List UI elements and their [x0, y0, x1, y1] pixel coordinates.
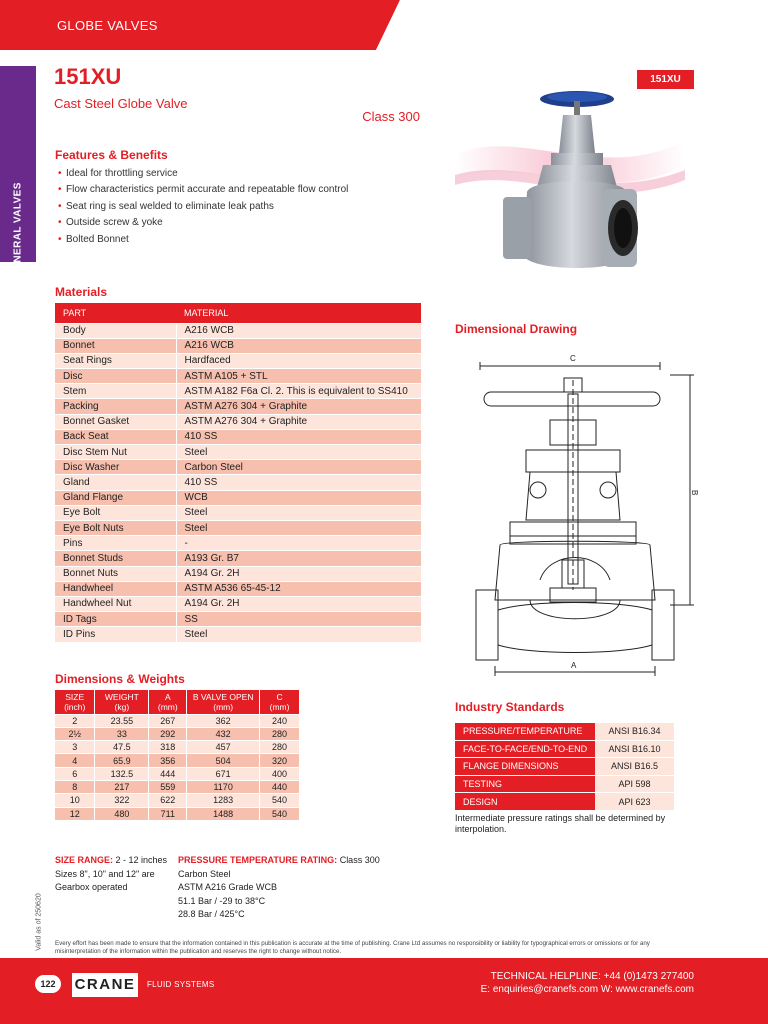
- crane-logo: CRANE: [72, 973, 138, 997]
- category-label: GENERAL VALVES: [12, 182, 24, 278]
- product-code-badge: 151XU: [637, 70, 694, 89]
- table-header-row: [55, 690, 300, 714]
- dimension-cell: 457: [187, 741, 260, 754]
- table-row: [55, 596, 421, 611]
- dimension-cell: 3: [55, 741, 95, 754]
- table-row: [55, 754, 300, 767]
- pressure-line: Carbon Steel: [178, 868, 231, 879]
- material-cell: -: [176, 536, 421, 551]
- valve-product-image: [455, 85, 685, 285]
- table-row: [55, 566, 421, 581]
- dimension-cell: 280: [260, 741, 300, 754]
- material-cell: A194 Gr. 2H: [176, 566, 421, 581]
- dimension-cell: 504: [187, 754, 260, 767]
- dimension-cell: 65.9: [95, 754, 149, 767]
- material-cell: Steel: [176, 505, 421, 520]
- table-row: [55, 338, 421, 353]
- division-name: FLUID SYSTEMS: [147, 980, 215, 989]
- column-header: PART: [55, 303, 176, 323]
- dimension-cell: 2: [55, 714, 95, 727]
- part-cell: Eye Bolt Nuts: [55, 520, 176, 535]
- feature-item: • Bolted Bonnet: [58, 232, 348, 248]
- dimension-cell: 217: [95, 780, 149, 793]
- table-row: [55, 505, 421, 520]
- material-cell: A216 WCB: [176, 323, 421, 338]
- dimension-cell: 12: [55, 807, 95, 820]
- dimension-cell: 23.55: [95, 714, 149, 727]
- part-cell: Gland: [55, 475, 176, 490]
- size-range-block: [55, 854, 167, 895]
- material-cell: ASTM A536 65-45-12: [176, 581, 421, 596]
- material-cell: Carbon Steel: [176, 460, 421, 475]
- standards-note: Intermediate pressure ratings shall be determined by interpolation.: [455, 813, 666, 834]
- dimension-cell: 8: [55, 780, 95, 793]
- column-header: MATERIAL: [176, 303, 421, 323]
- material-cell: A194 Gr. 2H: [176, 596, 421, 611]
- features-list: [58, 166, 348, 248]
- table-row: [55, 714, 300, 727]
- dimension-cell: 318: [149, 741, 187, 754]
- feature-item: • Ideal for throttling service: [58, 166, 348, 182]
- standard-value: API 623: [595, 793, 674, 811]
- part-cell: Handwheel: [55, 581, 176, 596]
- disclaimer: Every effort has been made to ensure that the information contained in this publication is accurate at the time of publishing. Crane Ltd assumes no responsibility or liability for typographical errors or omissions or for any misinterpretation of the information within the publication and reserves the right to change without notice.: [55, 940, 650, 955]
- standard-value: ANSI B16.10: [595, 740, 674, 758]
- standard-label: FLANGE DIMENSIONS: [455, 758, 595, 776]
- material-cell: ASTM A276 304 + Graphite: [176, 414, 421, 429]
- pressure-rating-value: Class 300: [337, 855, 380, 865]
- standards-table: [455, 722, 674, 810]
- pressure-rating-label: PRESSURE TEMPERATURE RATING:: [178, 855, 338, 865]
- material-cell: A216 WCB: [176, 338, 421, 353]
- table-row: [55, 727, 300, 740]
- part-cell: Eye Bolt: [55, 505, 176, 520]
- standards-heading: Industry Standards: [455, 700, 565, 714]
- table-row: [55, 581, 421, 596]
- column-header: B VALVE OPEN (mm): [187, 690, 260, 714]
- feature-item: • Flow characteristics permit accurate and repeatable flow control: [58, 182, 348, 198]
- dimension-cell: 132.5: [95, 767, 149, 780]
- size-range-value: 2 - 12 inches: [113, 855, 168, 865]
- part-cell: Disc: [55, 369, 176, 384]
- dimension-cell: 362: [187, 714, 260, 727]
- dimension-label-c: C: [570, 354, 576, 363]
- dimensions-table: [55, 690, 300, 820]
- part-cell: ID Pins: [55, 627, 176, 642]
- material-cell: ASTM A182 F6a Cl. 2. This is equivalent to SS410: [176, 384, 421, 399]
- dimension-cell: 292: [149, 727, 187, 740]
- pressure-line: 28.8 Bar / 425°C: [178, 909, 245, 919]
- material-cell: WCB: [176, 490, 421, 505]
- size-range-line: Gearbox operated: [55, 882, 128, 892]
- part-cell: Gland Flange: [55, 490, 176, 505]
- standard-label: DESIGN: [455, 793, 595, 811]
- dimension-cell: 240: [260, 714, 300, 727]
- dimensional-drawing: [470, 350, 700, 680]
- material-cell: ASTM A105 + STL: [176, 369, 421, 384]
- bullet-icon: •: [58, 184, 62, 196]
- dimension-cell: 47.5: [95, 741, 149, 754]
- part-cell: Stem: [55, 384, 176, 399]
- dimension-cell: 4: [55, 754, 95, 767]
- table-row: [55, 807, 300, 820]
- table-row: [55, 741, 300, 754]
- feature-item: • Seat ring is seal welded to eliminate leak paths: [58, 199, 348, 215]
- table-row: [455, 723, 674, 741]
- features-heading: Features & Benefits: [55, 148, 168, 162]
- dimension-cell: 711: [149, 807, 187, 820]
- material-cell: ASTM A276 304 + Graphite: [176, 399, 421, 414]
- product-code: 151XU: [54, 64, 122, 89]
- bullet-icon: •: [58, 233, 62, 245]
- column-header: WEIGHT (kg): [95, 690, 149, 714]
- column-header: A (mm): [149, 690, 187, 714]
- table-row: [55, 627, 421, 642]
- standard-value: ANSI B16.5: [595, 758, 674, 776]
- materials-heading: Materials: [55, 285, 108, 299]
- standard-label: TESTING: [455, 775, 595, 793]
- table-row: [55, 369, 421, 384]
- page-number: 122: [35, 975, 61, 993]
- dimension-cell: 540: [260, 807, 300, 820]
- dimension-cell: 267: [149, 714, 187, 727]
- material-cell: A193 Gr. B7: [176, 551, 421, 566]
- table-row: [55, 612, 421, 627]
- part-cell: Disc Washer: [55, 460, 176, 475]
- material-cell: Steel: [176, 627, 421, 642]
- dimensions-heading: Dimensions & Weights: [55, 672, 185, 686]
- material-cell: 410 SS: [176, 475, 421, 490]
- materials-table: [55, 303, 421, 642]
- part-cell: Bonnet Nuts: [55, 566, 176, 581]
- bullet-icon: •: [58, 168, 62, 179]
- dimension-cell: 1283: [187, 794, 260, 807]
- standard-value: ANSI B16.34: [595, 723, 674, 741]
- feature-item: • Outside screw & yoke: [58, 215, 348, 231]
- table-row: [55, 794, 300, 807]
- dimension-cell: 622: [149, 794, 187, 807]
- table-row: [55, 475, 421, 490]
- drawing-heading: Dimensional Drawing: [455, 322, 578, 336]
- table-row: [455, 775, 674, 793]
- dimension-cell: 280: [260, 727, 300, 740]
- part-cell: Body: [55, 323, 176, 338]
- product-class: Class 300: [362, 109, 420, 124]
- technical-helpline: TECHNICAL HELPLINE: +44 (0)1473 277400: [490, 971, 694, 982]
- part-cell: Bonnet Gasket: [55, 414, 176, 429]
- dimension-cell: 444: [149, 767, 187, 780]
- part-cell: Disc Stem Nut: [55, 445, 176, 460]
- product-subtitle: Cast Steel Globe Valve: [54, 96, 188, 111]
- pressure-line: ASTM A216 Grade WCB: [178, 882, 278, 892]
- dimension-cell: 320: [260, 754, 300, 767]
- part-cell: Handwheel Nut: [55, 596, 176, 611]
- dimension-cell: 2½: [55, 727, 95, 740]
- table-row: [55, 353, 421, 368]
- dimension-label-b: B: [690, 490, 699, 496]
- dimension-cell: 400: [260, 767, 300, 780]
- table-row: [55, 323, 421, 338]
- standard-label: FACE-TO-FACE/END-TO-END: [455, 740, 595, 758]
- part-cell: Seat Rings: [55, 353, 176, 368]
- table-row: [55, 780, 300, 793]
- contact-block: [481, 970, 694, 996]
- part-cell: Packing: [55, 399, 176, 414]
- header-bar: [0, 0, 768, 50]
- table-row: [55, 399, 421, 414]
- part-cell: Bonnet: [55, 338, 176, 353]
- table-row: [55, 520, 421, 535]
- table-row: [455, 740, 674, 758]
- table-row: [55, 414, 421, 429]
- table-row: [55, 429, 421, 444]
- part-cell: Back Seat: [55, 429, 176, 444]
- contact-links: E: enquiries@cranefs.com W: www.cranefs.com: [480, 984, 694, 995]
- table-row: [55, 445, 421, 460]
- part-cell: Bonnet Studs: [55, 551, 176, 566]
- dimension-cell: 1488: [187, 807, 260, 820]
- dimension-label-a: A: [571, 661, 577, 670]
- table-row: [55, 536, 421, 551]
- category-side-tab: [0, 66, 36, 278]
- table-row: [455, 793, 674, 811]
- dimension-cell: 480: [95, 807, 149, 820]
- dimension-cell: 10: [55, 794, 95, 807]
- dimension-cell: 432: [187, 727, 260, 740]
- column-header: SIZE (inch): [55, 690, 95, 714]
- dimension-cell: 559: [149, 780, 187, 793]
- material-cell: 410 SS: [176, 429, 421, 444]
- table-row: [55, 767, 300, 780]
- standard-value: API 598: [595, 775, 674, 793]
- table-header-row: [55, 303, 421, 323]
- pressure-rating-block: [178, 854, 380, 922]
- part-cell: ID Tags: [55, 612, 176, 627]
- dimension-cell: 6: [55, 767, 95, 780]
- section-title: GLOBE VALVES: [57, 18, 158, 33]
- material-cell: Steel: [176, 445, 421, 460]
- dimension-cell: 322: [95, 794, 149, 807]
- table-row: [55, 384, 421, 399]
- table-row: [55, 551, 421, 566]
- bullet-icon: •: [58, 200, 62, 212]
- table-row: [455, 758, 674, 776]
- size-range-label: SIZE RANGE:: [55, 855, 114, 865]
- part-cell: Pins: [55, 536, 176, 551]
- dimension-cell: 33: [95, 727, 149, 740]
- material-cell: SS: [176, 612, 421, 627]
- dimension-cell: 1170: [187, 780, 260, 793]
- material-cell: Steel: [176, 520, 421, 535]
- dimension-cell: 440: [260, 780, 300, 793]
- dimension-cell: 671: [187, 767, 260, 780]
- size-range-line: Sizes 8", 10" and 12" are: [55, 868, 155, 879]
- column-header: C (mm): [260, 690, 300, 714]
- standard-label: PRESSURE/TEMPERATURE: [455, 723, 595, 741]
- material-cell: Hardfaced: [176, 353, 421, 368]
- dimension-cell: 540: [260, 794, 300, 807]
- dimension-cell: 356: [149, 754, 187, 767]
- table-row: [55, 460, 421, 475]
- validity-date: Valid as of 250620: [35, 893, 43, 951]
- bullet-icon: •: [58, 217, 62, 229]
- pressure-line: 51.1 Bar / -29 to 38°C: [178, 895, 266, 906]
- table-row: [55, 490, 421, 505]
